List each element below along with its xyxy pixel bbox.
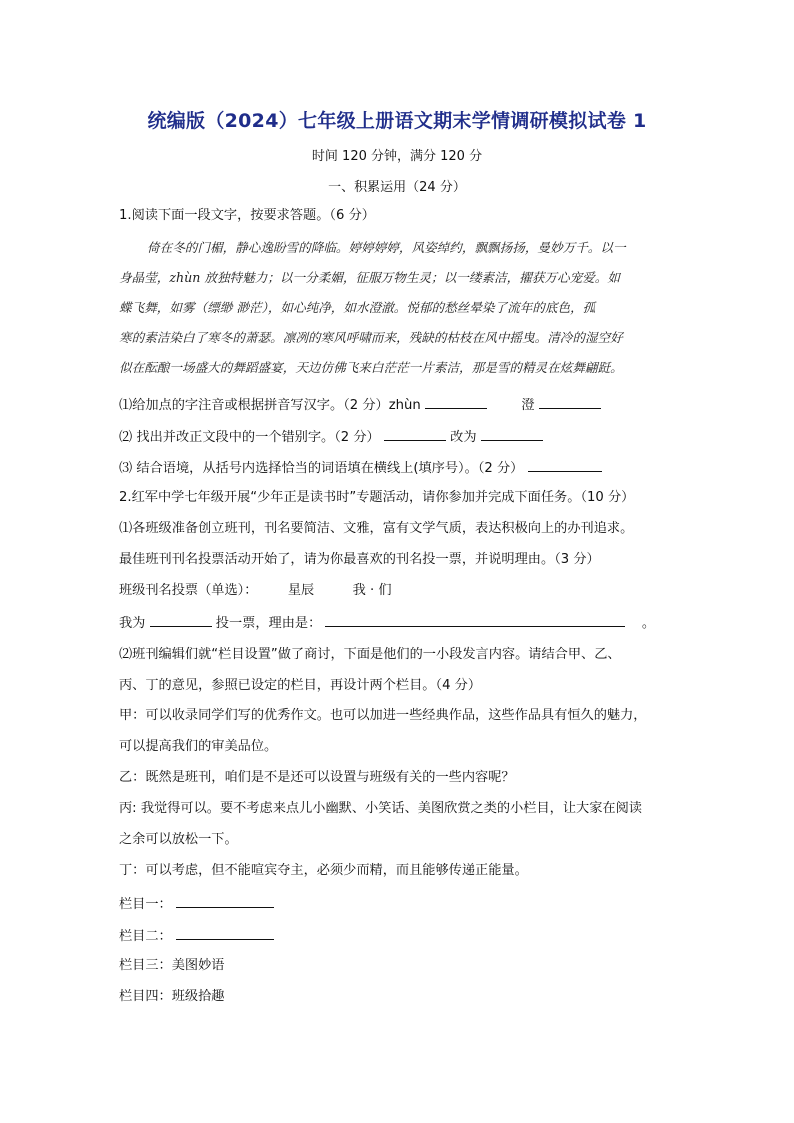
question-2-sub1-line: ⑴各班级准备创立班刊，刊名要简洁、文雅，富有文学气质，表达积极向上的办刊追求。 bbox=[119, 521, 634, 536]
answer-blank-correction[interactable] bbox=[481, 426, 543, 441]
passage-line: 寒的素洁染白了寒冬的萧瑟。凛冽的寒风呼啸而来，残缺的枯枝在风中摇曳。清冷的湿空好 bbox=[119, 330, 623, 345]
speaker-bing: 丙: 我觉得可以。要不考虑来点儿小幽默、小笑话、美图欣赏之类的小栏目，让大家在阅读 bbox=[119, 801, 642, 816]
question-2-stem: 2.红军中学七年级开展“少年正是读书时”专题活动，请你参加并完成下面任务。（10 分） bbox=[119, 490, 635, 505]
answer-blank-column-1[interactable] bbox=[176, 893, 274, 908]
speaker-jia: 甲：可以收录同学们写的优秀作文。也可以加进一些经典作品，这些作品具有恒久的魅力， bbox=[119, 708, 647, 723]
sub1-label: ⑴给加点的字注音或根据拼音写汉字。（2 分）zhùn bbox=[119, 398, 421, 413]
question-2-sub2-line: ⑵班刊编辑们就“栏目设置”做了商讨，下面是他们的一小段发言内容。请结合甲、乙、 bbox=[119, 647, 621, 662]
question-1-sub2 bbox=[119, 426, 689, 448]
column-1-row bbox=[119, 893, 689, 915]
speaker-jia-cont: 可以提高我们的审美品位。 bbox=[119, 739, 278, 754]
question-1-sub1 bbox=[119, 394, 689, 416]
speaker-ding: 丁：可以考虑，但不能喧宾夺主，必须少而精，而且能够传递正能量。 bbox=[119, 863, 528, 878]
answer-blank-column-2[interactable] bbox=[176, 925, 274, 940]
sub2-label: ⑵ 找出并改正文段中的一个错别字。（2 分） bbox=[119, 430, 380, 445]
sub3-label: ⑶ 结合语境，从括号内选择恰当的词语填在横线上(填序号）。（2 分） bbox=[119, 461, 524, 476]
speaker-bing-cont: 之余可以放松一下。 bbox=[119, 832, 238, 847]
exam-info: 时间 120 分钟，满分 120 分 bbox=[311, 149, 483, 164]
answer-blank-typo[interactable] bbox=[384, 426, 446, 441]
column-3: 栏目三：美图妙语 bbox=[119, 958, 225, 973]
passage-line: 蝶飞舞，如雾（缥缈 渺茫），如心纯净，如水澄澈。悦郁的愁丝晕染了流年的底色，孤 bbox=[119, 300, 596, 315]
passage-line: 身晶莹，zhùn 放独特魅力；以一分柔媚，征服万物生灵；以一缕素洁，擢获万心宠爱。如 bbox=[119, 270, 620, 285]
passage-line: 似在酝酿一场盛大的舞蹈盛宴，天边仿佛飞来白茫茫一片素洁，那是雪的精灵在炫舞翩跹。 bbox=[119, 360, 623, 375]
column-2-row bbox=[119, 925, 689, 947]
column-4: 栏目四：班级拾趣 bbox=[119, 989, 225, 1004]
question-2-sub1-line: 最佳班刊刊名投票活动开始了，请为你最喜欢的刊名投一票，并说明理由。（3 分） bbox=[119, 552, 600, 567]
answer-blank-choice[interactable] bbox=[528, 457, 602, 472]
reason-row bbox=[119, 612, 689, 634]
reason-prefix: 我为 bbox=[119, 616, 146, 631]
page-title: 统编版（2024）七年级上册语文期末学情调研模拟试卷 1 bbox=[147, 110, 647, 132]
reason-mid: 投一票，理由是： bbox=[215, 616, 322, 631]
answer-blank-pinyin[interactable] bbox=[425, 394, 487, 409]
answer-blank-pinyin-2[interactable] bbox=[539, 394, 601, 409]
question-1-stem: 1.阅读下面一段文字，按要求答题。（6 分） bbox=[119, 208, 375, 223]
answer-blank-vote[interactable] bbox=[150, 612, 212, 627]
vote-option-2[interactable]: 我 · 们 bbox=[352, 583, 392, 598]
sub1-char: 澄 bbox=[521, 398, 535, 413]
question-1-sub3 bbox=[119, 457, 689, 479]
vote-label: 班级刊名投票（单选）： bbox=[119, 583, 258, 598]
vote-option-1[interactable]: 星辰 bbox=[287, 583, 315, 598]
sub2-mid: 改为 bbox=[450, 430, 477, 445]
passage-line: 倚在冬的门楣，静心逸盼雪的降临。婷婷婷婷，风姿绰约，飘飘扬扬，曼妙万千。以一 bbox=[147, 240, 626, 255]
answer-blank-reason[interactable] bbox=[325, 612, 625, 627]
section-heading: 一、积累运用（24 分） bbox=[328, 180, 466, 195]
reason-end: 。 bbox=[641, 616, 656, 631]
column-2-label: 栏目二： bbox=[119, 929, 172, 944]
speaker-yi: 乙：既然是班刊，咱们是不是还可以设置与班级有关的一些内容呢？ bbox=[119, 770, 515, 785]
question-2-sub2-line: 丙、丁的意见，参照已设定的栏目，再设计两个栏目。（4 分） bbox=[119, 678, 482, 693]
column-1-label: 栏目一： bbox=[119, 897, 172, 912]
vote-row bbox=[119, 581, 689, 601]
